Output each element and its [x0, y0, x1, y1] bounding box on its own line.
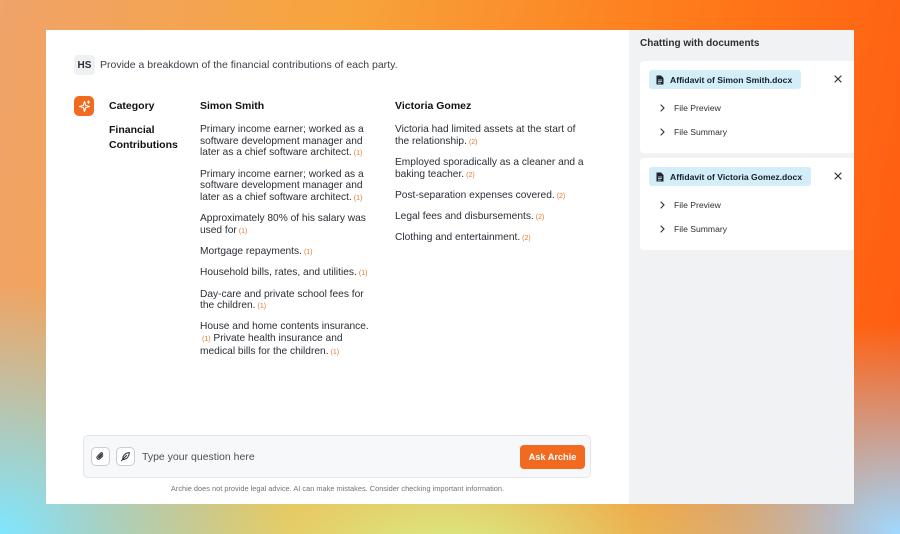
sparkle-icon — [78, 100, 91, 113]
chevron-right-icon — [659, 104, 666, 112]
category-column — [109, 100, 194, 153]
question-input[interactable] — [142, 448, 502, 466]
chat-area — [46, 30, 629, 504]
list-item: Post-separation expenses covered. (2) — [395, 189, 566, 201]
list-item: Clothing and entertainment. (2) — [395, 232, 531, 244]
citation-link[interactable]: (2) — [535, 214, 545, 222]
document-icon — [656, 75, 664, 85]
app-window — [46, 30, 854, 504]
citation-link[interactable]: (1) — [358, 270, 368, 278]
ask-archie-button[interactable]: Ask Archie — [520, 445, 585, 469]
document-name: Affidavit of Victoria Gomez.docx — [670, 171, 803, 182]
document-card — [640, 61, 854, 153]
list-item: Primary income earner; worked as a software development manager and later as a chief software architect. (1) — [200, 168, 364, 204]
chevron-right-icon — [659, 201, 666, 209]
close-icon[interactable] — [832, 73, 844, 85]
citation-link[interactable]: (1) — [238, 227, 248, 235]
document-chip[interactable] — [649, 167, 811, 186]
list-item: Employed sporadically as a cleaner and a baking teacher. (2) — [395, 156, 584, 180]
list-item: Victoria had limited assets at the start of the relationship. (2) — [395, 124, 576, 147]
user-message-text: Provide a breakdown of the financial contributions of each party. — [100, 59, 398, 71]
citation-link[interactable]: (2) — [468, 138, 478, 146]
citation-link[interactable]: (2) — [466, 171, 475, 179]
citation-link[interactable]: (1) — [330, 348, 340, 356]
citation-link[interactable]: (1) — [303, 249, 313, 257]
citation-link[interactable]: (2) — [556, 192, 566, 200]
party-header: Victoria Gomez — [395, 100, 472, 112]
citation-link[interactable]: (1) — [202, 336, 211, 344]
disclaimer-text: Archie does not provide legal advice. AI can make mistakes. Consider checking important information. — [170, 484, 505, 493]
user-avatar: HS — [74, 55, 95, 75]
list-item: Household bills, rates, and utilities. (1) — [200, 267, 368, 279]
citation-link[interactable]: (2) — [522, 235, 531, 243]
list-item: Mortgage repayments. (1) — [200, 246, 313, 258]
assistant-avatar — [74, 96, 94, 116]
document-name: Affidavit of Simon Smith.docx — [670, 74, 793, 85]
chevron-right-icon — [659, 128, 666, 136]
prompt-library-button[interactable] — [116, 447, 135, 466]
list-item: Day-care and private school fees for the children. (1) — [200, 288, 364, 312]
file-preview-row[interactable]: File Preview — [659, 103, 721, 113]
document-chip[interactable] — [649, 70, 801, 89]
list-item: Primary income earner; worked as a software development manager and later as a chief software architect. (1) — [200, 124, 364, 159]
party-header: Simon Smith — [200, 100, 265, 112]
documents-panel — [629, 30, 854, 504]
contribution-list — [200, 124, 375, 359]
feather-icon — [120, 451, 131, 462]
paperclip-icon — [95, 451, 106, 462]
file-summary-row[interactable]: File Summary — [659, 224, 727, 234]
list-item: Approximately 80% of his salary was used for (1) — [200, 213, 366, 236]
document-card — [640, 158, 854, 250]
user-message — [74, 55, 397, 75]
contribution-list — [395, 124, 590, 245]
file-summary-row[interactable]: File Summary — [659, 127, 727, 137]
message-composer — [83, 435, 591, 478]
file-preview-row[interactable]: File Preview — [659, 200, 721, 210]
close-icon[interactable] — [832, 170, 844, 182]
attach-button[interactable] — [91, 447, 110, 466]
chevron-right-icon — [659, 225, 666, 233]
list-item: House and home contents insurance.(1) Private health insurance and medical bills for the children. (1) — [200, 321, 369, 357]
list-item: Legal fees and disbursements. (2) — [395, 211, 545, 223]
citation-link[interactable]: (1) — [353, 150, 363, 158]
panel-title: Chatting with documents — [640, 38, 760, 49]
party-column-victoria — [395, 100, 590, 253]
citation-link[interactable]: (1) — [353, 195, 363, 203]
party-column-simon — [200, 100, 375, 367]
category-header: Category — [109, 100, 155, 112]
document-icon — [656, 172, 664, 182]
citation-link[interactable]: (1) — [257, 303, 267, 311]
category-label: Financial Contributions — [109, 124, 178, 151]
